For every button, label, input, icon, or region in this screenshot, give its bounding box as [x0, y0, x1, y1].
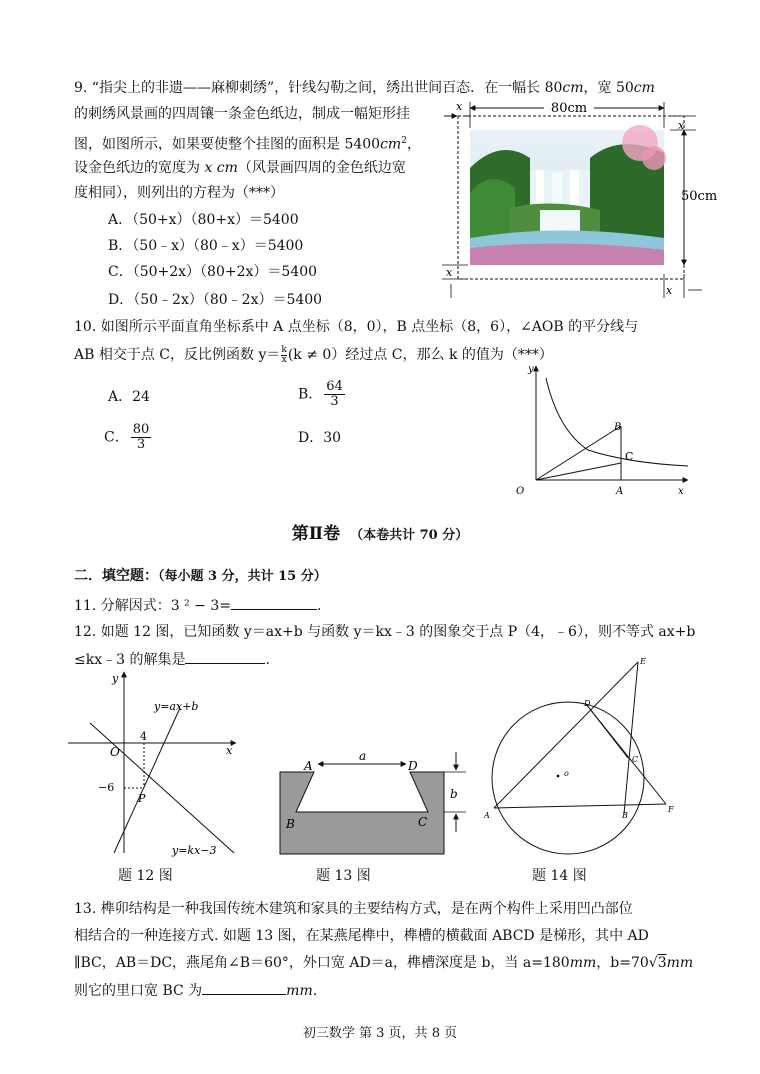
- section-2-heading: 二．填空题：（每小题 3 分，共计 15 分）: [74, 568, 327, 584]
- q10-line-2: AB 相交于点 C，反比例函数 y＝ $\frac{k}{x}(k \ne 0)$经过点 C，那么 k 的值为（***）: [74, 344, 553, 365]
- q12-line-2: ≤kx﹣3 的解集是 .: [74, 649, 270, 670]
- q9-option-c: C．（50+2x）（80+2x）＝5400: [108, 264, 318, 280]
- caption-fig-12: 题 12 图: [118, 868, 173, 884]
- q10-y-axis-label: y: [528, 364, 534, 375]
- caption-fig-14: 题 14 图: [532, 868, 587, 884]
- q14-label-C: C: [632, 755, 639, 764]
- caption-fig-13: 题 13 图: [316, 868, 371, 884]
- q12-line-label-2: y=kx−3: [172, 844, 217, 857]
- q9-x-label-top-left: x: [456, 100, 463, 113]
- q13-label-A: A: [304, 759, 313, 773]
- q10-origin-label: O: [516, 486, 525, 497]
- q12-tick-minus-6: −6: [98, 781, 115, 794]
- q9-x-label-bottom-left: x: [446, 266, 453, 279]
- q10-option-c: C． $\frac{80}{3}$: [104, 422, 150, 452]
- q10-line-1: 10. 如图所示平面直角坐标系中 A 点坐标（8，0），B 点坐标（8，6），∠AOB 的平分线与: [74, 319, 639, 335]
- q10-option-a: A．24: [108, 389, 150, 405]
- q12-figure: [64, 668, 264, 858]
- q12-line-label-1: y=ax+b: [154, 700, 199, 713]
- q14-center-label: o: [564, 769, 569, 778]
- q13-label-C: C: [418, 815, 428, 829]
- q9-length-label: 80cm: [550, 101, 588, 116]
- q14-label-F: F: [668, 805, 674, 814]
- q10-x-axis-label: x: [678, 486, 684, 497]
- q13-label-a: a: [359, 749, 367, 763]
- q9-x-label-top-right: x: [678, 119, 685, 132]
- q14-label-E: E: [640, 657, 646, 666]
- q14-label-D: D: [584, 699, 591, 708]
- q13-label-B: B: [286, 817, 295, 831]
- q12-line-1: 12. 如题 12 图，已知函数 y＝ax+b 与函数 y＝kx﹣3 的图象交于点 P（4，﹣6），则不等式 ax+b: [74, 624, 696, 640]
- q13-line-3: ∥BC，AB＝DC，燕尾角∠B＝60°，外口宽 AD＝a，榫槽深度是 b，当 a=180mm，b=70√3mm: [74, 955, 694, 971]
- q13-answer-blank[interactable]: [202, 980, 286, 995]
- q9-line-3: 图，如图所示，如果要使整个挂图的面积是 $5400cm^2$，: [74, 136, 421, 153]
- q9-width-label: 50cm: [681, 189, 718, 204]
- q13-line-2: 相结合的一种连接方式. 如题 13 图，在某燕尾榫中，榫槽的横截面 ABCD 是梯形，其中 AD: [74, 928, 649, 944]
- q14-label-A: A: [484, 811, 490, 820]
- q11-answer-blank[interactable]: [231, 595, 317, 610]
- q9-figure: [440, 98, 720, 302]
- q9-line-2: 的刺绣风景画的四周镶一条金色纸边，制成一幅矩形挂: [74, 106, 410, 122]
- q9-option-d: D．（50﹣2x）（80﹣2x）＝5400: [108, 292, 323, 308]
- page-footer: 初三数学 第 3 页，共 8 页: [302, 1026, 458, 1041]
- q10-option-d: D．30: [298, 430, 342, 446]
- part-2-title: 第Ⅱ卷 （本卷共计 70 分）: [291, 524, 469, 544]
- q13-label-D: D: [408, 759, 418, 773]
- q10-point-b: B: [614, 422, 622, 433]
- q14-label-B: B: [622, 811, 628, 820]
- q12-x-axis-label: x: [226, 744, 233, 757]
- q10-point-a: A: [616, 486, 624, 497]
- q10-figure: [488, 360, 698, 500]
- q13-label-b: b: [450, 787, 458, 801]
- q9-x-label-bottom-right: x: [666, 284, 673, 297]
- q9-option-a: A．（50+x）（80+x）＝5400: [108, 212, 299, 228]
- q9-line-4: 设金色纸边的宽度为 x cm（风景画四周的金色纸边宽: [74, 160, 406, 176]
- q12-answer-blank[interactable]: [185, 649, 265, 664]
- q11-text: 11. 分解因式：3 ² − 3= .: [74, 595, 321, 616]
- q13-figure: [272, 748, 472, 858]
- q12-point-p: P: [138, 792, 146, 805]
- q13-line-4: 则它的里口宽 BC 为 mm.: [74, 980, 317, 1001]
- q13-line-1: 13. 榫卯结构是一种我国传统木建筑和家具的主要结构方式，是在两个构件上采用凹凸部位: [74, 901, 633, 917]
- q12-y-axis-label: y: [112, 672, 119, 685]
- q10-option-b: B． $\frac{64}{3}$: [298, 379, 343, 409]
- q9-option-b: B．（50﹣x）（80﹣x）＝5400: [108, 238, 304, 254]
- q9-line-5: 度相同），则列出的方程为（***）: [74, 185, 284, 201]
- q9-line-1: 9. “指尖上的非遗——麻柳刺绣”，针线勾勒之间，绣出世间百态．在一幅长 80cm，宽 50cm: [74, 80, 655, 96]
- q12-tick-4: 4: [140, 730, 147, 743]
- q14-figure: [482, 652, 692, 864]
- landscape-painting: [470, 125, 666, 265]
- q12-origin-label: O: [110, 745, 120, 759]
- q10-point-c: C: [625, 450, 634, 463]
